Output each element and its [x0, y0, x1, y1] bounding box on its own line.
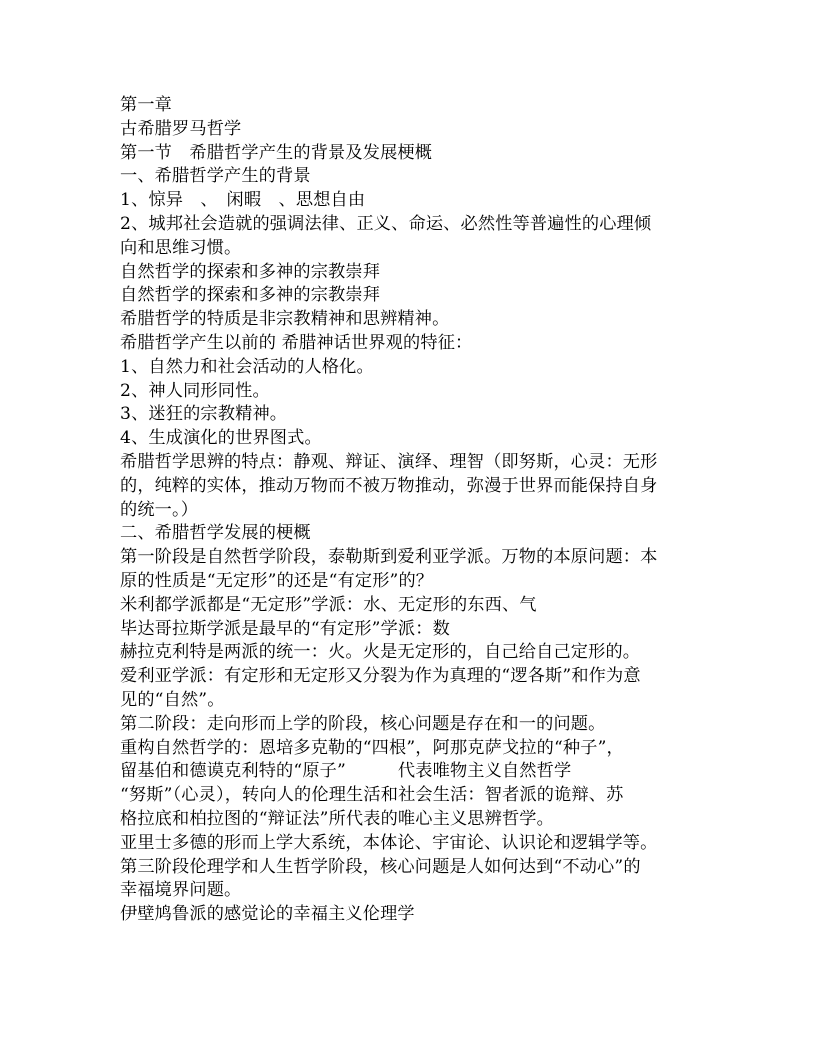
text-line: 赫拉克利特是两派的统一：火。火是无定形的，自己给自己定形的。 [120, 642, 641, 663]
text-line: 第一阶段是自然哲学阶段，泰勒斯到爱利亚学派。万物的本原问题：本 [120, 547, 658, 568]
text-line: 3、迷狂的宗教精神。 [120, 404, 288, 425]
text-line: 的统一。） [120, 499, 199, 520]
text-line: 重构自然哲学的：恩培多克勒的“四根”，阿那克萨戈拉的“种子”， [120, 737, 624, 758]
text-line: 自然哲学的探索和多神的宗教崇拜 [120, 285, 381, 306]
subsection-heading: 一、希腊哲学产生的背景 [120, 166, 311, 187]
subsection-heading: 二、希腊哲学发展的梗概 [120, 523, 311, 544]
text-line: 4、生成演化的世界图式。 [120, 428, 322, 449]
text-line: 幸福境界问题。 [120, 880, 242, 901]
text-line: 亚里士多德的形而上学大系统，本体论、宇宙论、认识论和逻辑学等。 [120, 832, 658, 853]
text-line: 米利都学派都是“无定形”学派：水、无定形的东西、气 [120, 594, 537, 615]
text-line: 的，纯粹的实体，推动万物而不被万物推动，弥漫于世界而能保持自身 [120, 475, 658, 496]
text-line: 希腊哲学的特质是非宗教精神和思辨精神。 [120, 309, 450, 330]
chapter-heading: 第一章 [120, 95, 173, 115]
text-line: 见的“自然”。 [120, 689, 225, 710]
text-line: “努斯”（心灵），转向人的伦理生活和社会生活：智者派的诡辩、苏 [120, 785, 624, 806]
text-line: 毕达哥拉斯学派是最早的“有定形”学派：数 [120, 618, 450, 639]
text-line: 原的性质是“无定形”的还是“有定形”的？ [120, 570, 434, 591]
text-line: 第三阶段伦理学和人生哲学阶段，核心问题是人如何达到“不动心”的 [120, 856, 641, 877]
document-body [120, 94, 698, 927]
text-line: 2、神人同形同性。 [120, 380, 270, 401]
text-line: 伊壁鸠鲁派的感觉论的幸福主义伦理学 [120, 904, 415, 925]
text-line: 自然哲学的探索和多神的宗教崇拜 [120, 261, 381, 282]
text-line: 2、城邦社会造就的强调法律、正义、命运、必然性等普遍性的心理倾 [120, 213, 652, 234]
chapter-title: 古希腊罗马哲学 [120, 118, 242, 139]
text-line: 向和思维习惯。 [120, 237, 242, 258]
text-line: 第二阶段：走向形而上学的阶段，核心问题是存在和一的问题。 [120, 713, 606, 734]
section-heading: 第一节 希腊哲学产生的背景及发展梗概 [120, 142, 433, 163]
text-line: 留基伯和德谟克利特的“原子” 代表唯物主义自然哲学 [120, 761, 572, 782]
text-line: 希腊哲学思辨的特点：静观、辩证、演绎、理智（即努斯，心灵：无形 [120, 451, 658, 472]
text-line: 1、惊异 、 闲暇 、思想自由 [120, 190, 366, 211]
text-line: 爱利亚学派：有定形和无定形又分裂为作为真理的“逻各斯”和作为意 [120, 666, 641, 687]
text-line: 希腊哲学产生以前的 希腊神话世界观的特征： [120, 332, 473, 353]
text-line: 1、自然力和社会活动的人格化。 [120, 356, 374, 377]
text-line: 格拉底和柏拉图的“辩证法”所代表的唯心主义思辨哲学。 [120, 808, 554, 829]
